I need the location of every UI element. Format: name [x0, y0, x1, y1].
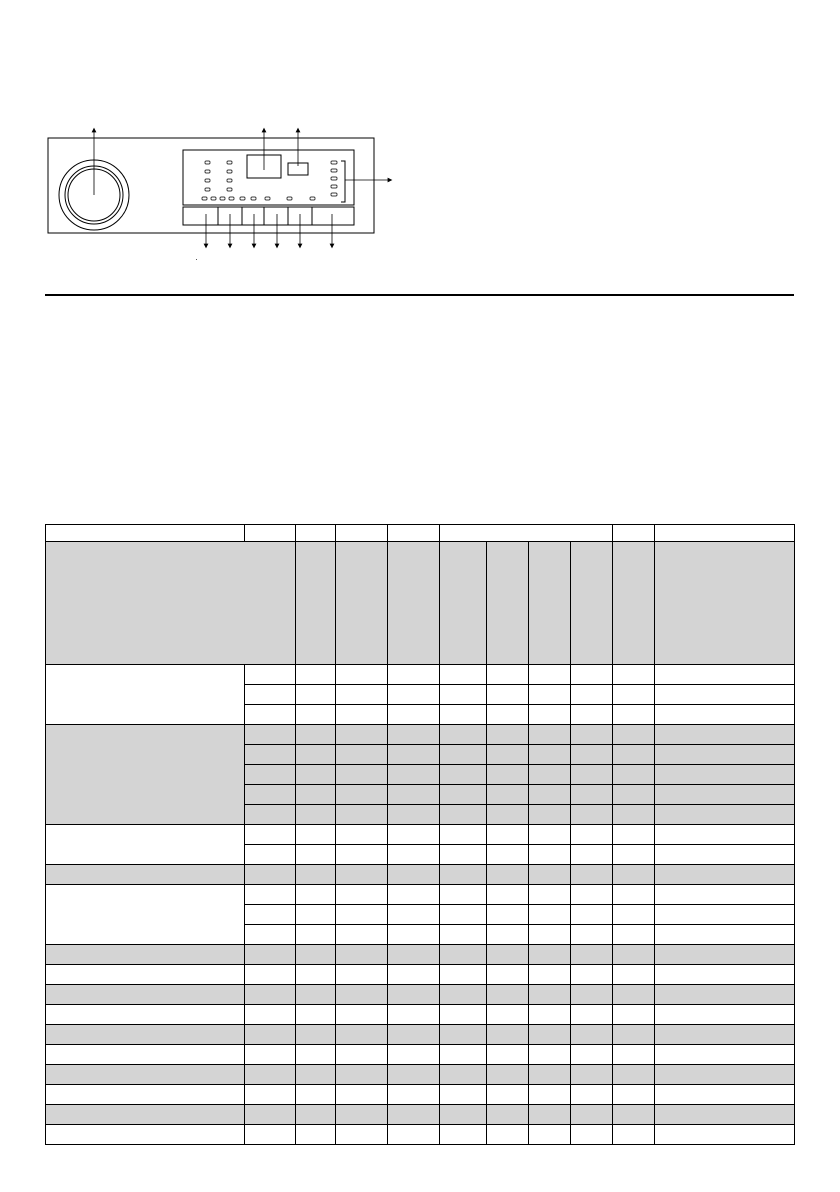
header-cell — [245, 525, 296, 542]
subheader-cell — [440, 542, 487, 665]
subheader-cell — [388, 542, 440, 665]
control-panel-diagram — [0, 0, 400, 270]
table-row — [46, 1105, 795, 1125]
header-cell — [613, 525, 655, 542]
program-name-cell — [46, 825, 245, 865]
table-header-row — [46, 525, 795, 542]
button-row — [183, 207, 354, 225]
program-name-cell — [46, 725, 245, 825]
program-name-cell — [46, 1065, 245, 1085]
program-name-cell — [46, 945, 245, 965]
table-row — [46, 865, 795, 885]
program-name-cell — [46, 1005, 245, 1025]
table-row — [46, 1125, 795, 1145]
program-name-cell — [46, 1105, 245, 1125]
table-row — [46, 885, 795, 905]
indicator-leds — [202, 161, 337, 200]
subheader-cell — [655, 542, 795, 665]
panel-outline — [48, 138, 374, 233]
table-row — [46, 1025, 795, 1045]
program-name-cell — [46, 865, 245, 885]
table-row — [46, 945, 795, 965]
program-name-cell — [46, 1125, 245, 1145]
program-name-cell — [46, 985, 245, 1005]
subheader-cell — [336, 542, 388, 665]
section-divider — [45, 294, 794, 296]
subheader-cell — [613, 542, 655, 665]
table-row — [46, 985, 795, 1005]
table-row — [46, 1045, 795, 1065]
header-cell — [336, 525, 388, 542]
program-table — [45, 524, 795, 1145]
header-cell — [655, 525, 795, 542]
subheader-cell — [296, 542, 336, 665]
program-name-cell — [46, 1085, 245, 1105]
header-cell — [388, 525, 440, 542]
table-row — [46, 1005, 795, 1025]
table-row — [46, 1065, 795, 1085]
subheader-cell — [529, 542, 571, 665]
subheader-cell — [487, 542, 529, 665]
program-name-cell — [46, 885, 245, 945]
header-cell — [296, 525, 336, 542]
program-name-cell — [46, 1045, 245, 1065]
program-name-cell — [46, 965, 245, 985]
table-row — [46, 1085, 795, 1105]
table-row — [46, 825, 795, 845]
program-name-cell — [46, 665, 245, 725]
table-subheader-row — [46, 542, 795, 665]
callout-leaders — [94, 130, 390, 246]
header-cell-options — [440, 525, 613, 542]
table-row — [46, 725, 795, 745]
stray-mark — [196, 259, 197, 260]
subheader-cell — [571, 542, 613, 665]
subheader-cell — [46, 542, 296, 665]
header-cell — [46, 525, 245, 542]
table-row — [46, 665, 795, 685]
table-row — [46, 965, 795, 985]
program-name-cell — [46, 1025, 245, 1045]
